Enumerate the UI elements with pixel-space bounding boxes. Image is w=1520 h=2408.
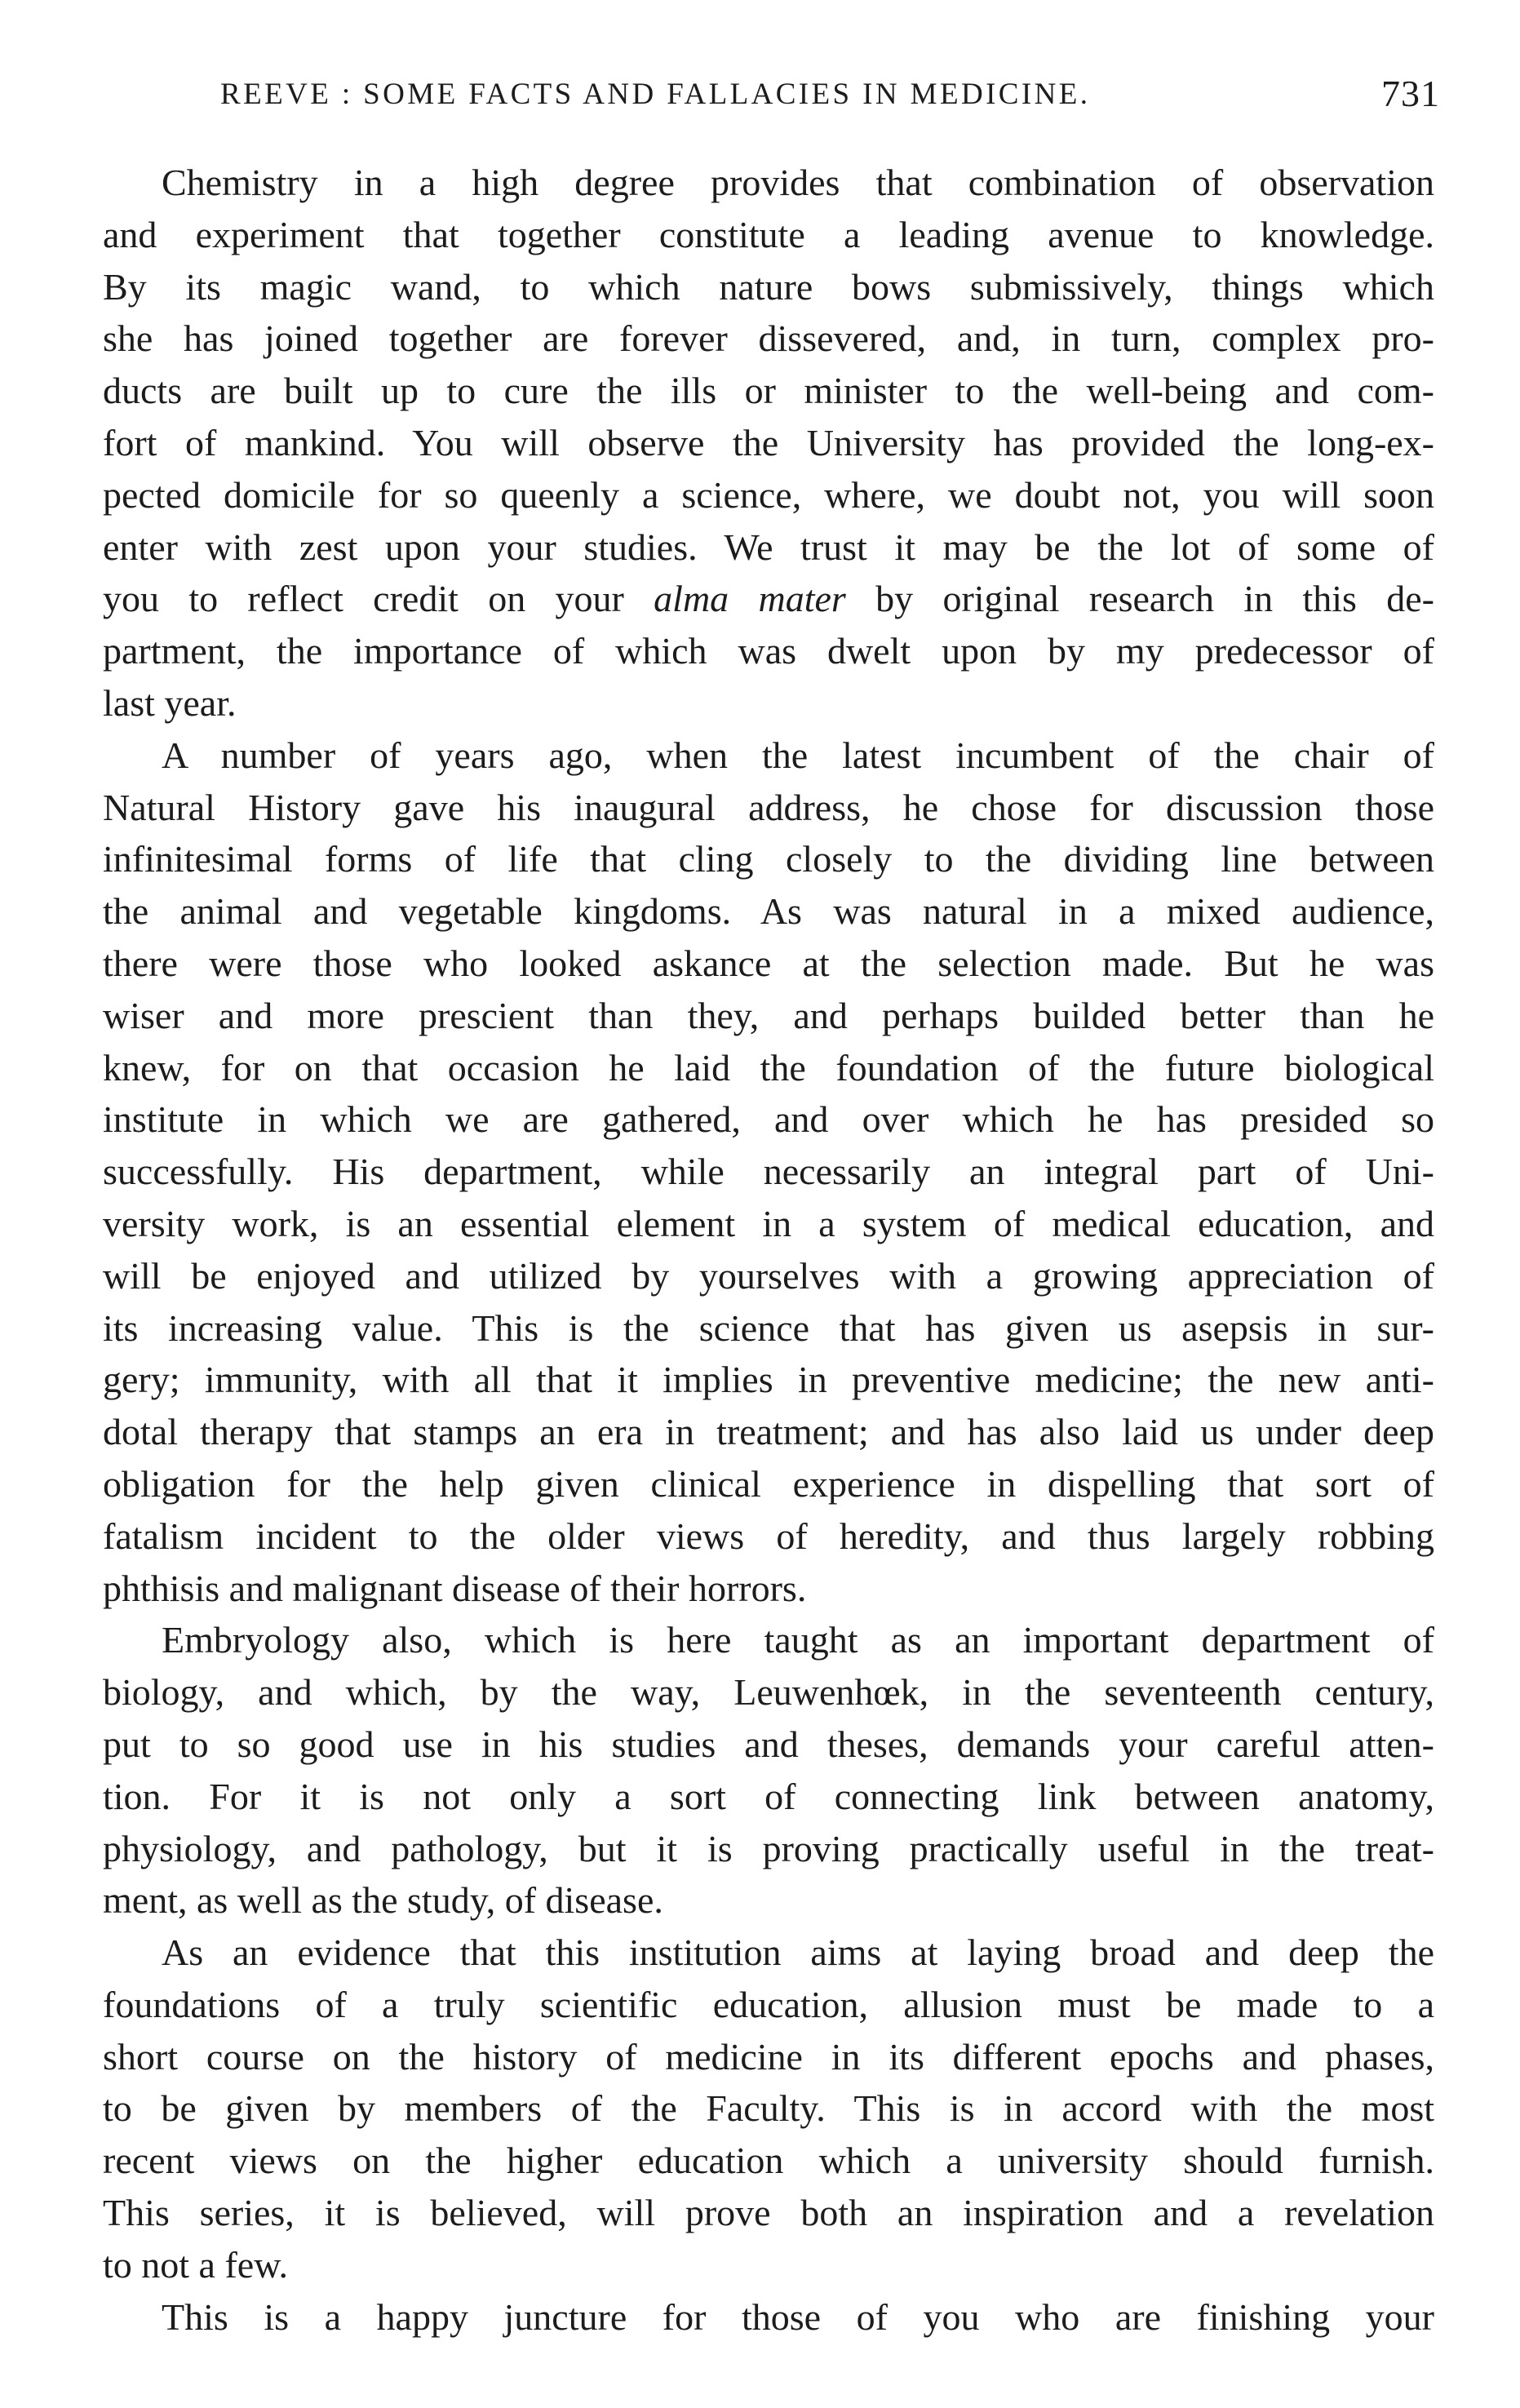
text-line: A number of years ago, when the latest incumbent of the chair of [162,734,1434,776]
text-line: versity work, is an essential element in a system of medical education, and [103,1202,1434,1244]
text-line: the animal and vegetable kingdoms. As was natural in a mixed audience, [103,890,1434,933]
text-line: and experiment that together constitute a leading avenue to knowledge. [103,213,1434,255]
text-line: last year. [103,681,237,724]
text-line: wiser and more prescient than they, and perhaps builded better than he [103,994,1434,1036]
text-line: there were those who looked askance at the selection made. But he was [103,942,1434,984]
text-line [103,573,1434,625]
text-line: to be given by members of the Faculty. This is in accord with the most [103,2087,1434,2130]
text-line: fatalism incident to the older views of heredity, and thus largely robbing [103,1514,1434,1557]
text-line: short course on the history of medicine in its different epochs and phases, [103,2035,1434,2078]
text-line: This is a happy juncture for those of you who are finishing your [162,2295,1434,2338]
text-line: enter with zest upon your studies. We trust it may be the lot of some of [103,526,1434,568]
text-line: gery; immunity, with all that it implies in preventive medicine; the new anti- [103,1359,1434,1401]
text-line: to not a few. [103,2243,288,2286]
page-number: 731 [1381,73,1440,114]
text-line: fort of mankind. You will observe the University has provided the long-ex- [103,421,1434,463]
text-line: successfully. His department, while necessarily an integral part of Uni- [103,1151,1434,1193]
text-line: ment, as well as the study, of disease. [103,1879,663,1922]
text-line: she has joined together are forever dissevered, and, in turn, complex pro- [103,317,1434,360]
text-line: As an evidence that this institution aims at laying broad and deep the [162,1931,1434,1974]
running-title: REEVE : SOME FACTS AND FALLACIES IN MEDICINE. [220,78,1091,111]
text-segment: by original research in this de- [845,578,1434,620]
running-head [220,72,1440,121]
text-line: Chemistry in a high degree provides that combination of observation [162,162,1434,203]
text-line: its increasing value. This is the science that has given us asepsis in sur- [103,1306,1434,1349]
text-line: obligation for the help given clinical experience in dispelling that sort of [103,1462,1434,1505]
text-line: biology, and which, by the way, Leuwenhœk, in the seventeenth century, [103,1671,1434,1714]
text-line: institute in which we are gathered, and over which he has presided so [103,1098,1434,1141]
text-line: tion. For it is not only a sort of connecting link between anatomy, [103,1775,1434,1817]
text-line: dotal therapy that stamps an era in treatment; and has also laid us under deep [103,1411,1434,1453]
text-line: pected domicile for so queenly a science, where, we doubt not, you will soon [103,473,1434,516]
text-line: put to so good use in his studies and theses, demands your careful atten- [103,1723,1434,1765]
text-line: Embryology also, which is here taught as an important department of [162,1619,1434,1661]
text-line: will be enjoyed and utilized by yourselves with a growing appreciation of [103,1254,1434,1297]
text-line: ducts are built up to cure the ills or minister to the well-being and com- [103,370,1434,412]
text-line: phthisis and malignant disease of their horrors. [103,1567,807,1609]
text-line: Natural History gave his inaugural address, he chose for discussion those [103,786,1434,828]
text-line: infinitesimal forms of life that cling closely to the dividing line between [103,838,1434,880]
body-text [103,157,1434,2343]
text-line: knew, for on that occasion he laid the foundation of the future biological [103,1046,1434,1089]
text-line: By its magic wand, to which nature bows submissively, things which [103,265,1434,308]
italic-phrase-alma-mater: alma mater [654,578,846,620]
text-line: partment, the importance of which was dwelt upon by my predecessor of [103,630,1434,672]
text-line: foundations of a truly scientific education, allusion must be made to a [103,1983,1434,2025]
text-line: physiology, and pathology, but it is proving practically useful in the treat- [103,1827,1434,1869]
text-line: recent views on the higher education which a university should furnish. [103,2140,1434,2182]
text-line: This series, it is believed, will prove both an inspiration and a revelation [103,2192,1434,2234]
text-segment: you to reflect credit on your [103,578,654,620]
